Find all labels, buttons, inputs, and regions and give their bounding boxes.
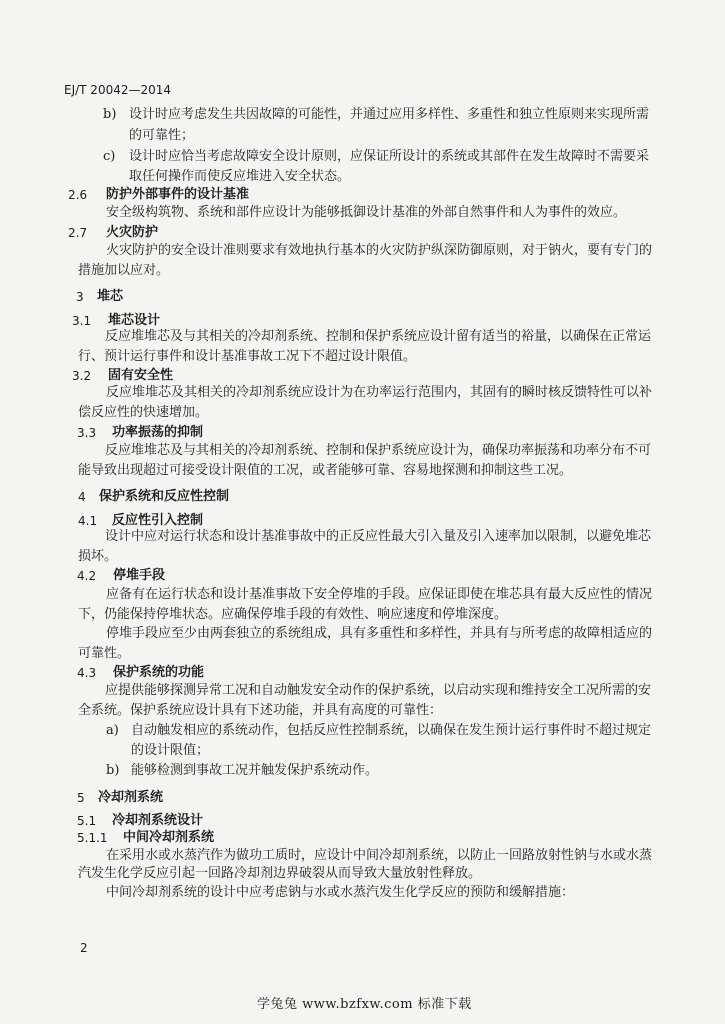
section-title: 功率振荡的抑制 bbox=[112, 425, 204, 440]
list-marker: b) bbox=[103, 107, 117, 122]
section-title: 保护系统的功能 bbox=[113, 665, 205, 680]
list-marker: a) bbox=[106, 723, 119, 738]
paragraph-line: 下，仍能保持停堆状态。应确保停堆手段的有效性、响应速度和停堆深度。 bbox=[78, 607, 508, 622]
paragraph-line: 应提供能够探测异常工况和自动触发安全动作的保护系统，以启动实现和维持安全工况所需的安 bbox=[105, 683, 652, 698]
section-number: 2.6 bbox=[68, 188, 88, 202]
paragraph-line: 反应堆堆芯及与其相关的冷却剂系统、控制和保护系统应设计留有适当的裕量，以确保在正常运 bbox=[105, 329, 652, 344]
section-number: 4.3 bbox=[77, 666, 97, 680]
section-title: 固有安全性 bbox=[108, 368, 174, 383]
paragraph-line: 全系统。保护系统应设计具有下述功能，并具有高度的可靠性： bbox=[78, 703, 443, 718]
list-item-text: 的可靠性； bbox=[129, 128, 195, 143]
section-title: 保护系统和反应性控制 bbox=[99, 489, 230, 504]
list-marker: b) bbox=[106, 763, 120, 778]
section-number: 5.1.1 bbox=[77, 831, 108, 845]
paragraph-line: 行、预计运行事件和设计基准事故工况下不超过设计限值。 bbox=[78, 349, 417, 364]
paragraph-line: 安全级构筑物、系统和部件应设计为能够抵御设计基准的外部自然事件和人为事件的效应。 bbox=[106, 205, 627, 220]
paragraph-line: 反应堆堆芯及其相关的冷却剂系统应设计为在功率运行范围内，其固有的瞬时核反馈特性可以补 bbox=[106, 385, 653, 400]
paragraph-line: 停堆手段应至少由两套独立的系统组成，具有多重性和多样性，并具有与所考虑的故障相适应的 bbox=[106, 626, 653, 641]
paragraph-line: 汽发生化学反应引起一回路冷却剂边界破裂从而导致大量放射性释放。 bbox=[78, 866, 482, 881]
paragraph-line: 在采用水或水蒸汽作为做功工质时，应设计中间冷却剂系统，以防止一回路放射性钠与水或水蒸 bbox=[106, 848, 653, 863]
section-title: 停堆手段 bbox=[113, 568, 166, 583]
section-number: 4.2 bbox=[77, 569, 97, 583]
paragraph-line: 可靠性。 bbox=[78, 646, 131, 661]
section-number: 5 bbox=[77, 791, 85, 805]
list-item-text: 设计时应恰当考虑故障安全设计原则，应保证所设计的系统或其部件在发生故障时不需要采 bbox=[129, 149, 650, 164]
paragraph-line: 能导致出现超过可接受设计限值的工况，或者能够可靠、容易地探测和抑制这些工况。 bbox=[78, 463, 573, 478]
paragraph-line: 应备有在运行状态和设计基准事故下安全停堆的手段。应保证即使在堆芯具有最大反应性的情况 bbox=[106, 587, 653, 602]
section-number: 2.7 bbox=[68, 226, 88, 240]
list-item-text: 设计时应考虑发生共因故障的可能性，并通过应用多样性、多重性和独立性原则来实现所需 bbox=[129, 107, 650, 122]
paragraph-line: 设计中应对运行状态和设计基准事故中的正反应性最大引入量及引入速率加以限制，以避免堆芯 bbox=[105, 529, 652, 544]
section-title: 冷却剂系统设计 bbox=[112, 813, 204, 828]
paragraph-line: 反应堆堆芯及与其相关的冷却剂系统、控制和保护系统应设计为，确保功率振荡和功率分布不可 bbox=[105, 443, 652, 458]
paragraph-line: 偿反应性的快速增加。 bbox=[78, 405, 209, 420]
section-number: 4 bbox=[78, 490, 86, 504]
list-item-text: 自动触发相应的系统动作，包括反应性控制系统，以确保在发生预计运行事件时不超过规定 bbox=[131, 723, 652, 738]
paragraph-line: 中间冷却剂系统的设计中应考虑钠与水或水蒸汽发生化学反应的预防和缓解措施： bbox=[106, 885, 575, 900]
section-number: 4.1 bbox=[78, 514, 98, 528]
document-code: EJ/T 20042—2014 bbox=[64, 83, 172, 97]
paragraph-line: 措施加以应对。 bbox=[78, 263, 170, 278]
list-item-text: 的设计限值； bbox=[131, 743, 210, 758]
section-title: 堆芯 bbox=[97, 289, 124, 304]
page-number: 2 bbox=[80, 941, 88, 955]
section-title: 冷却剂系统 bbox=[98, 790, 164, 805]
section-title: 堆芯设计 bbox=[108, 313, 161, 328]
section-title: 中间冷却剂系统 bbox=[123, 830, 215, 845]
section-title: 火灾防护 bbox=[106, 225, 159, 240]
section-number: 3 bbox=[76, 290, 84, 304]
section-number: 3.3 bbox=[77, 426, 97, 440]
paragraph-line: 火灾防护的安全设计准则要求有效地执行基本的火灾防护纵深防御原则，对于钠火，要有专门的 bbox=[106, 243, 653, 258]
section-number: 3.1 bbox=[72, 314, 92, 328]
list-marker: c) bbox=[103, 149, 116, 164]
section-title: 反应性引入控制 bbox=[112, 513, 204, 528]
section-title: 防护外部事件的设计基准 bbox=[106, 187, 250, 202]
list-item-text: 取任何操作而使反应堆进入安全状态。 bbox=[129, 169, 351, 184]
section-number: 3.2 bbox=[72, 369, 92, 383]
list-item-text: 能够检测到事故工况并触发保护系统动作。 bbox=[131, 763, 379, 778]
paragraph-line: 损坏。 bbox=[78, 549, 118, 564]
footer-watermark: 学兔兔 www.bzfxw.com 标准下载 bbox=[257, 997, 472, 1012]
section-number: 5.1 bbox=[77, 814, 97, 828]
